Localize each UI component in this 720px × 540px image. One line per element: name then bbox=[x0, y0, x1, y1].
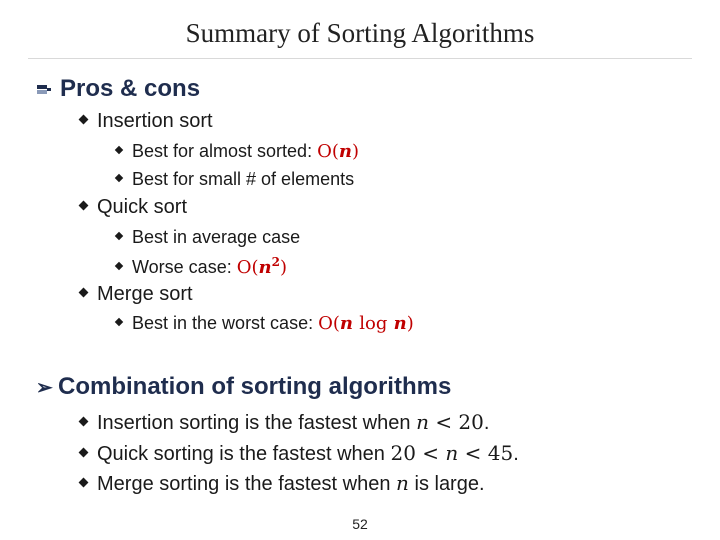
title-divider bbox=[28, 58, 692, 59]
diamond-bullet-icon bbox=[115, 232, 123, 240]
arrow-bullet-icon: ➢ bbox=[36, 377, 53, 399]
diamond-bullet-icon bbox=[115, 318, 123, 326]
subitem-average-case: Best in average case bbox=[116, 227, 300, 248]
subitem-worst-case: Best in the worst case: O(n log n) bbox=[116, 313, 414, 334]
diamond-bullet-icon bbox=[115, 174, 123, 182]
diamond-bullet-icon bbox=[115, 262, 123, 270]
subitem-almost-sorted: Best for almost sorted: O(n) bbox=[116, 141, 359, 162]
list-item-insertion-sort: Insertion sort bbox=[80, 110, 213, 133]
diamond-bullet-icon bbox=[79, 417, 89, 427]
section-heading-combination: ➢ Combination of sorting algorithms bbox=[36, 373, 452, 400]
diamond-bullet-icon bbox=[79, 115, 89, 125]
flag-bullet-icon bbox=[37, 84, 51, 96]
subitem-small-elements: Best for small # of elements bbox=[116, 169, 354, 190]
list-item-merge-sort: Merge sort bbox=[80, 283, 193, 306]
combination-item-merge: Merge sorting is the fastest when n is large. bbox=[80, 471, 485, 496]
math-expression: O(n) bbox=[317, 141, 359, 162]
combination-item-insertion: Insertion sorting is the fastest when n < 20. bbox=[80, 410, 489, 435]
slide-title: Summary of Sorting Algorithms bbox=[185, 18, 535, 48]
diamond-bullet-icon bbox=[79, 201, 89, 211]
math-expression: n < 20 bbox=[416, 410, 484, 434]
math-expression: 20 < n < 45 bbox=[390, 441, 514, 465]
section-heading-pros-cons: Pros & cons bbox=[60, 75, 201, 102]
combination-item-quick: Quick sorting is the fastest when 20 < n < 45. bbox=[80, 441, 519, 466]
subitem-worse-case: Worse case: $O(n^2)$ bbox=[116, 255, 287, 278]
diamond-bullet-icon bbox=[79, 478, 89, 488]
diamond-bullet-icon bbox=[79, 288, 89, 298]
math-expression: O(n log n) bbox=[318, 313, 414, 334]
diamond-bullet-icon bbox=[115, 146, 123, 154]
list-item-quick-sort: Quick sort bbox=[80, 196, 187, 219]
diamond-bullet-icon bbox=[79, 448, 89, 458]
page-number: 52 bbox=[352, 516, 368, 532]
math-expression: n bbox=[396, 471, 409, 495]
math-expression: $O(n^2)$ bbox=[236, 255, 287, 278]
